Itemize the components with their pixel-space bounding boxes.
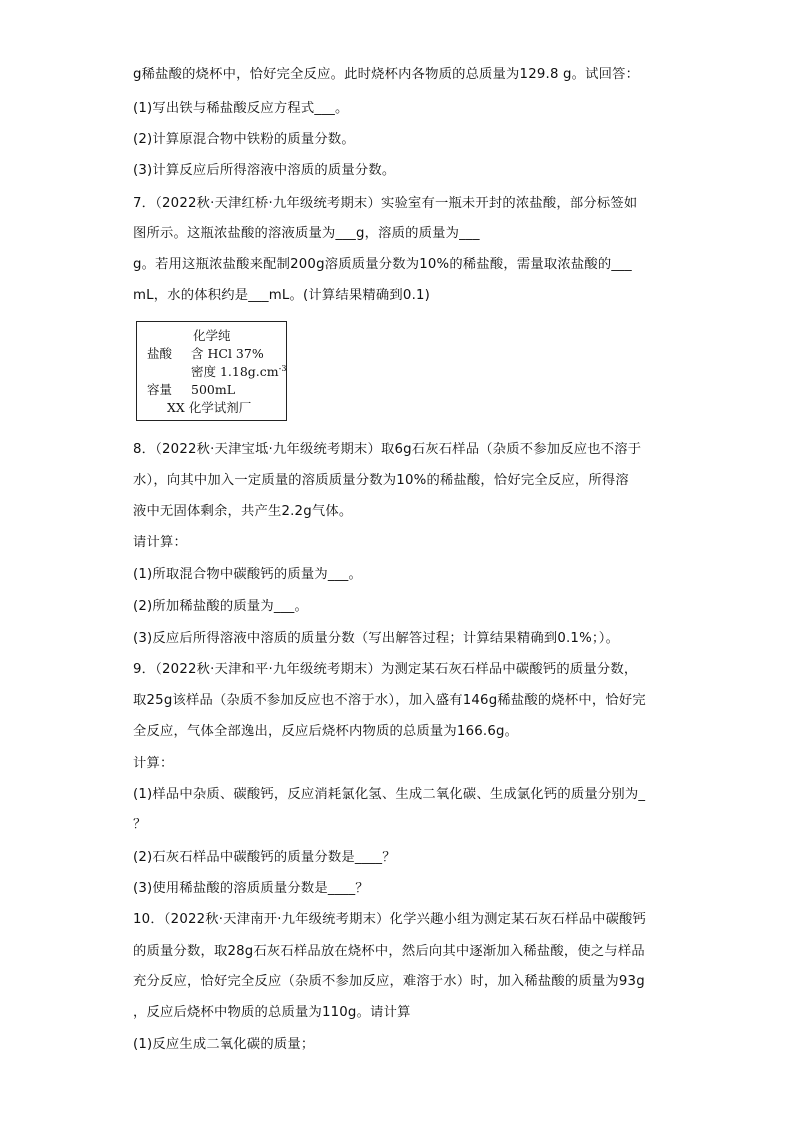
question-9-heading: 9．（2022秋·天津和平·九年级统考期末）为测定某石灰石样品中碳酸钙的质量分数， (133, 662, 638, 677)
question-7-heading: 7．（2022秋·天津红桥·九年级统考期末）实验室有一瓶未开封的浓盐酸，部分标签如 (133, 196, 638, 211)
question-8-heading: 8．（2022秋·天津宝坻·九年级统考期末）取6g石灰石样品（杂质不参加反应也不溶于 (133, 442, 642, 457)
label-value: 含 HCl 37% (191, 346, 264, 361)
question-9-part-1: (1)样品中杂质、碳酸钙，反应消耗氯化氢、生成二氧化碳、生成氯化钙的质量分别为_ (133, 787, 646, 802)
text-line: 水），向其中加入一定质量的溶质质量分数为10%的稀盐酸，恰好完全反应，所得溶 (133, 473, 629, 488)
text-line: 取25g该样品（杂质不参加反应也不溶于水），加入盛有146g稀盐酸的烧杯中，恰好完 (133, 693, 646, 708)
question-6-part-1: (1)写出铁与稀盐酸反应方程式___。 (133, 101, 349, 116)
text-line: ，反应后烧杯中物质的总质量为110g。请计算 (133, 1005, 411, 1020)
question-6-part-2: (2)计算原混合物中铁粉的质量分数。 (133, 132, 355, 147)
text-line: 图所示。这瓶浓盐酸的溶液质量为___g，溶质的质量为___ (133, 226, 480, 241)
text-line: 计算： (133, 756, 174, 771)
text-line: g。若用这瓶浓盐酸来配制200g溶质质量分数为10%的稀盐酸，需量取浓盐酸的___ (133, 257, 632, 272)
text-line: mL，水的体积约是___mL。(计算结果精确到0.1) (133, 288, 431, 303)
question-6-part-3: (3)计算反应后所得溶液中溶质的质量分数。 (133, 163, 396, 178)
text-line: 液中无固体剩余，共产生2.2g气体。 (133, 504, 353, 519)
label-value: 500mL (191, 382, 236, 397)
label-key: 盐酸 (147, 346, 173, 361)
label-density-exponent: -3 (278, 363, 287, 373)
question-8-part-2: (2)所加稀盐酸的质量为___。 (133, 599, 308, 614)
question-9-part-3: (3)使用稀盐酸的溶质质量分数是____？ (133, 881, 369, 896)
question-8-part-3: (3)反应后所得溶液中溶质的质量分数（写出解答过程；计算结果精确到0.1%；）。 (133, 631, 620, 646)
label-manufacturer: XX 化学试剂厂 (167, 400, 252, 415)
text-line: 的质量分数，取28g石灰石样品放在烧杯中，然后向其中逐渐加入稀盐酸，使之与样品 (133, 944, 645, 959)
reagent-label-figure (136, 321, 287, 421)
label-density-text: 密度 1.18g.cm (191, 364, 279, 379)
label-key: 容量 (147, 382, 173, 397)
question-8-part-1: (1)所取混合物中碳酸钙的质量为___。 (133, 567, 362, 582)
label-density (191, 364, 286, 380)
question-9-part-2: (2)石灰石样品中碳酸钙的质量分数是____？ (133, 850, 396, 865)
text-line: 充分反应，恰好完全反应（杂质不参加反应，难溶于水）时，加入稀盐酸的质量为93g (133, 974, 645, 989)
question-10-part-1: (1)反应生成二氧化碳的质量； (133, 1037, 315, 1052)
question-10-heading: 10．（2022秋·天津南开·九年级统考期末）化学兴趣小组为测定某石灰石样品中碳酸钙 (133, 912, 647, 927)
text-line: 全反应，气体全部逸出，反应后烧杯内物质的总质量为166.6g。 (133, 724, 519, 739)
text-line: g稀盐酸的烧杯中，恰好完全反应。此时烧杯内各物质的总质量为129.8 g。试回答： (133, 67, 640, 82)
text-line: ？ (133, 817, 147, 832)
label-heading: 化学纯 (193, 328, 231, 343)
text-line: 请计算： (133, 535, 187, 550)
